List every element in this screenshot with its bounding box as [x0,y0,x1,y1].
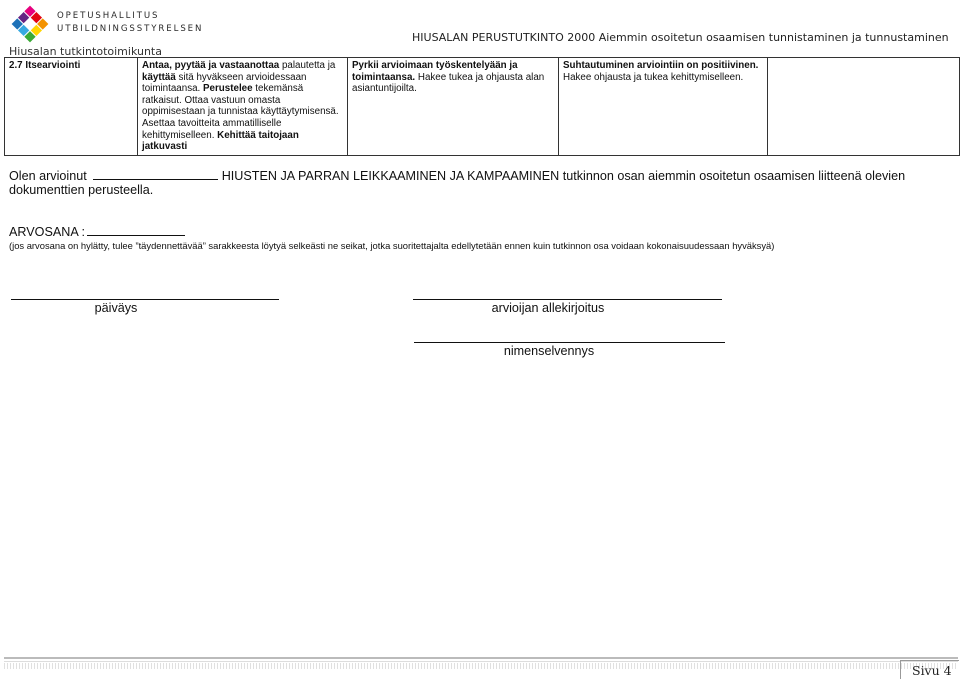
page-number: Sivu 4 [912,663,952,678]
cell-text-segment: Perustelee [203,83,256,95]
criterion-cell: 2.7 Itsearviointi [5,58,138,156]
document-title: HIUSALAN PERUSTUTKINTO 2000 Aiemmin osoitetun osaamisen tunnistaminen ja tunnustaminen [412,31,949,44]
cell-text-segment: Pyrkii arvioimaan työskentelyään ja toimintaansa. [352,60,518,83]
statement-prefix: Olen arvioinut [9,169,87,183]
supplement-cell[interactable] [768,58,960,156]
cell-text-segment: sitä hyväkseen arvioidessaan toimintaansa. [142,71,307,95]
cell-text-segment: Hakee tukea ja ohjausta alan asiantuntijoilta. [352,71,545,95]
grade-label: ARVOSANA : [9,225,86,239]
cell-text-segment: palautetta ja [281,60,336,71]
footer-rule [4,657,958,662]
name-line[interactable] [414,342,725,343]
grade-line [9,225,185,239]
statement-suffix: HIUSTEN JA PARRAN LEIKKAAMINEN JA KAMPAAMINEN tutkinnon osan aiemmin osoitetun osaamisen liitteenä olevien dokumenttien perusteella. [9,169,906,197]
footer-pattern [4,663,958,669]
cell-text-segment: Antaa, pyytää ja vastaanottaa [142,60,282,71]
name-label: nimenselvennys [503,344,595,358]
opetushallitus-logo [9,3,51,45]
grade-blank[interactable] [87,225,185,236]
signature-label: arvioijan allekirjoitus [491,301,605,315]
criteria-table [4,57,960,156]
assessment-statement [9,168,949,197]
cell-text-segment: käyttää [142,71,179,83]
cell-text-segment: Hakee ohjausta ja tukea kehittymiselleen. [563,71,744,83]
org-name-swedish: UTBILDNINGSSTYRELSEN [57,24,204,34]
excellent-cell [138,58,348,156]
grade-note: (jos arvosana on hylätty, tulee ”täydennettävää” sarakkeesta löytyä selkeästi ne seikat, jotka suoritettajalta edellytetään ennen kuin tutkinnon osa voidaan kokonaisuudessaan hyväksyä) [9,240,775,251]
cell-text-segment: Suhtautuminen arviointiin on positiivinen. [563,60,759,71]
cell-text-segment: Kehittää taitojaan jatkuvasti [142,129,299,153]
signature-line[interactable] [413,299,722,300]
organization-name [57,10,203,36]
table-row [5,58,960,156]
cell-text-segment: tekemänsä ratkaisut. Ottaa vastuun omasta oppimisestaan ja tunnistaa käyttäytymisensä. Asettaa tavoitteita ammatilliselle kehittymiselleen. [142,83,339,141]
date-label: päiväys [94,301,138,315]
org-name-finnish: OPETUSHALLITUS [57,11,160,21]
assessor-blank[interactable] [93,168,218,180]
good-cell [348,58,559,156]
date-line[interactable] [11,299,279,300]
satisfactory-cell [559,58,768,156]
committee-title: Hiusalan tutkintotoimikunta [9,45,162,58]
